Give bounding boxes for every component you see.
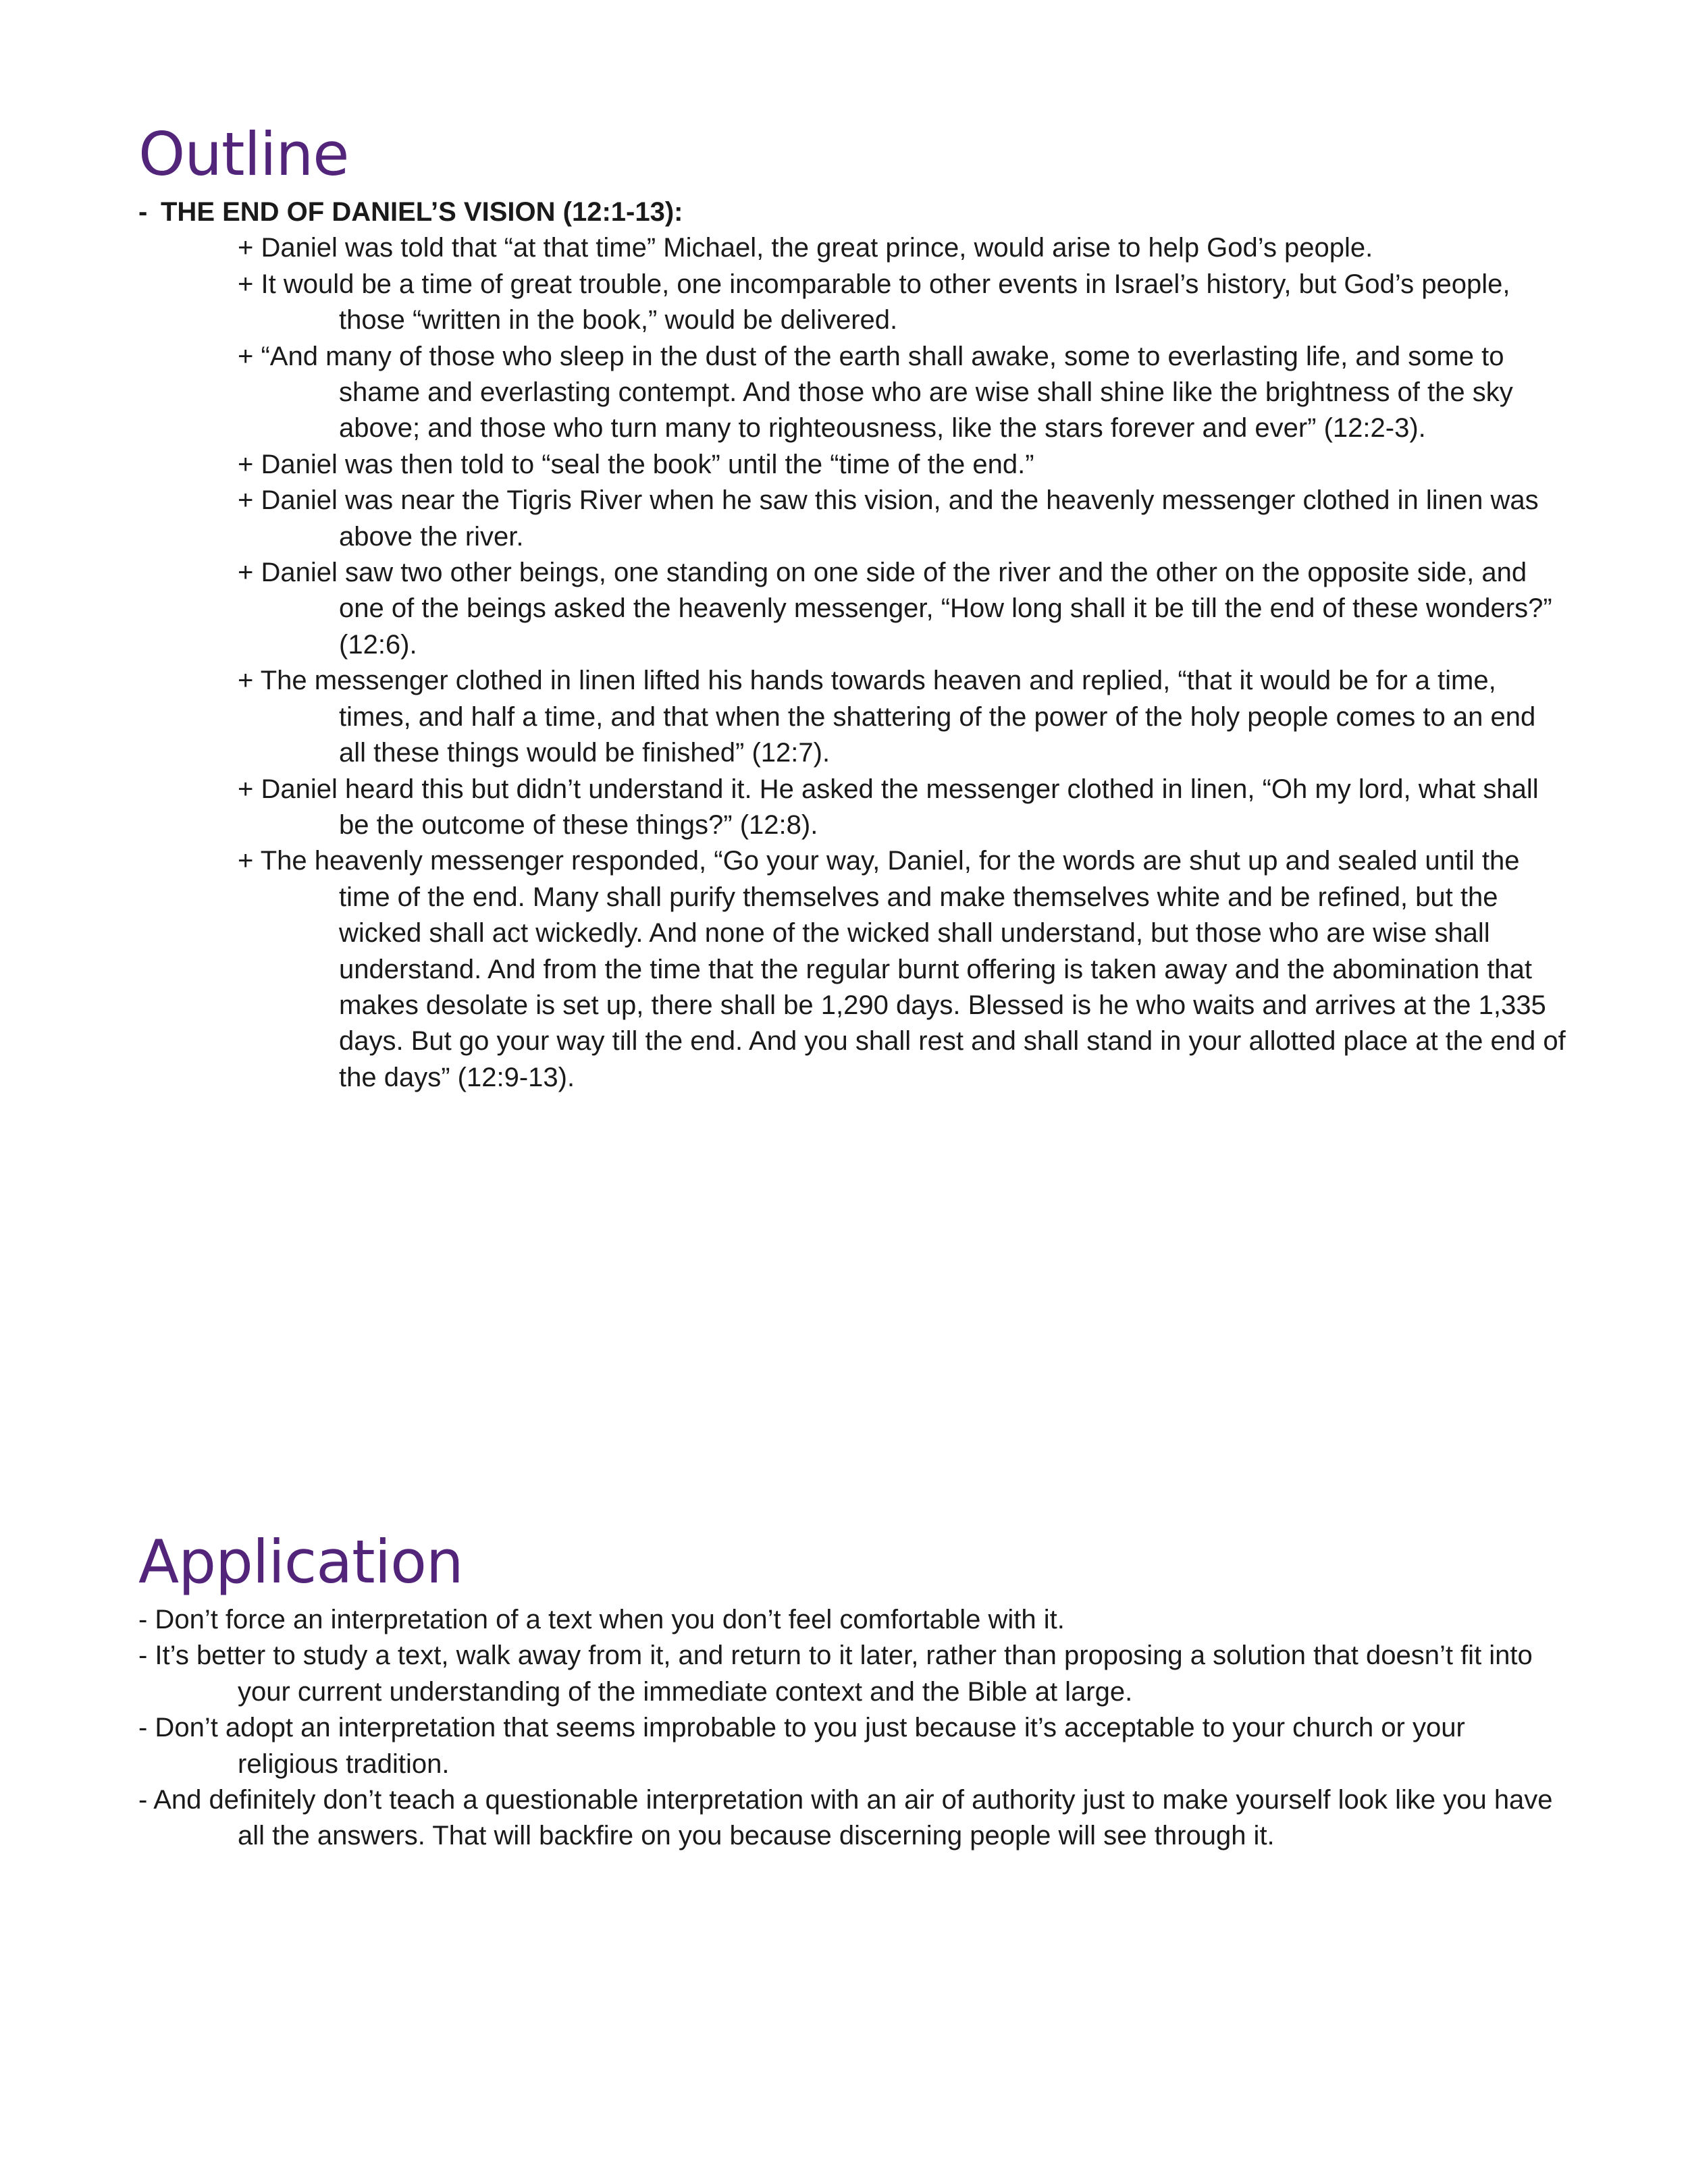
outline-item: + “And many of those who sleep in the dust of the earth shall awake, some to everlasting life, and some to shame and everlasting contempt. And those who are wise shall shine like the brightness of the sky above; and those who turn many to righteousness, like the stars forever and ever” (12:2-3).	[238, 341, 1513, 444]
outline-heading: Outline	[138, 119, 349, 189]
outline-item: + The messenger clothed in linen lifted his hands towards heaven and replied, “that it would be for a time, times, and half a time, and that when the shattering of the power of the holy people comes to an end all these things would be finished” (12:7).	[238, 666, 1536, 768]
outline-item: + The heavenly messenger responded, “Go your way, Daniel, for the words are shut up and sealed until the time of the end. Many shall purify themselves and make themselves white and be refined, but the wicked shall act wickedly. And none of the wicked shall understand, but those who are wise shall understand. And from the time that the regular burnt offering is taken away and the abomination that makes desolate is set up, there shall be 1,290 days. Blessed is he who waits and arrives at the 1,335 days. But go your way till the end. And you shall rest and shall stand in your allotted place at the end of the days” (12:9-13).	[238, 846, 1566, 1092]
outline-section-title	[138, 194, 1570, 230]
application-section	[138, 1522, 1570, 1855]
outline-item: + Daniel was near the Tigris River when he saw this vision, and the heavenly messenger clothed in linen was above the river.	[238, 485, 1539, 552]
outline-item: + Daniel was told that “at that time” Michael, the great prince, would arise to help God’s people.	[238, 233, 1373, 263]
outline-item: + Daniel heard this but didn’t understand it. He asked the messenger clothed in linen, “Oh my lord, what shall be the outcome of these things?” (12:8).	[238, 774, 1539, 840]
application-heading: Application	[138, 1527, 463, 1597]
outline-section	[138, 115, 1570, 1096]
application-item: - Don’t adopt an interpretation that seems improbable to you just because it’s acceptable to your church or your religious tradition.	[138, 1713, 1465, 1779]
application-item: - It’s better to study a text, walk away from it, and return to it later, rather than proposing a solution that doesn’t fit into your current understanding of the immediate context and the Bible at large.	[138, 1641, 1533, 1707]
section-title-text: THE END OF DANIEL’S VISION (12:1-13):	[161, 197, 683, 227]
application-item: - Don’t force an interpretation of a text when you don’t feel comfortable with it.	[138, 1605, 1065, 1634]
dash-marker: -	[138, 197, 148, 227]
outline-item: + It would be a time of great trouble, one incomparable to other events in Israel’s history, but God’s people, those “written in the book,” would be delivered.	[238, 269, 1510, 336]
outline-item: + Daniel saw two other beings, one standing on one side of the river and the other on the opposite side, and one of the beings asked the heavenly messenger, “How long shall it be till the end of these wonders?” (12:6).	[238, 558, 1552, 660]
application-item: - And definitely don’t teach a questionable interpretation with an air of authority just to make yourself look like you have all the answers. That will backfire on you because discerning people will see through it.	[138, 1785, 1553, 1851]
outline-item: + Daniel was then told to “seal the book” until the “time of the end.”	[238, 449, 1034, 479]
